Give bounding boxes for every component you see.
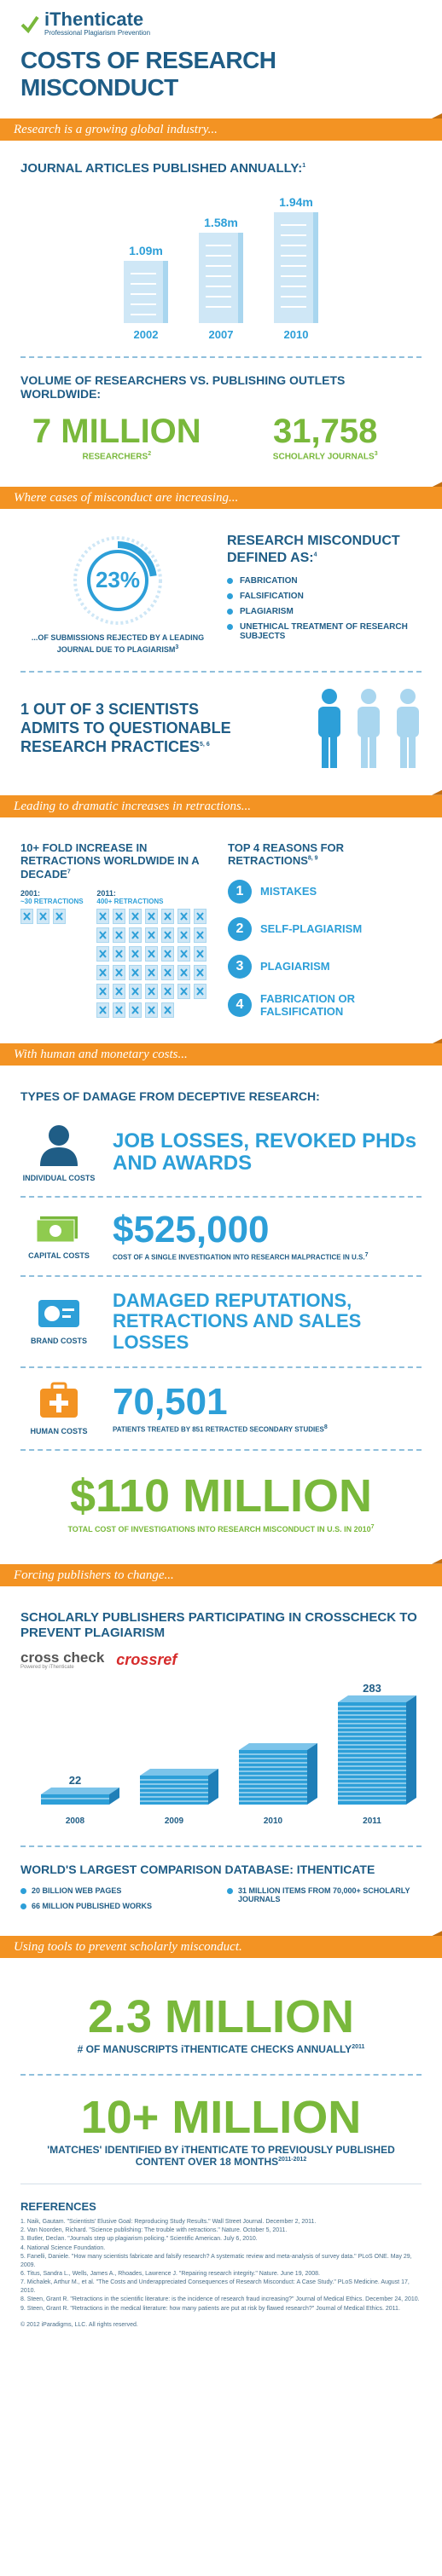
doc-value: 1.09m	[129, 244, 163, 257]
bullet-icon	[227, 624, 233, 630]
reference-item: 7. Michalek, Arthur M., et al. "The Costs and Underappreciated Consequences of Research Misconduct: A Case Study." PLoS Medicine. August 17, 2010.	[20, 2279, 410, 2295]
retraction-doc-icon	[145, 927, 158, 943]
researchers-value: 7 MILLION	[32, 413, 201, 450]
retraction-doc-icon	[129, 946, 142, 962]
total-caption: TOTAL COST OF INVESTIGATIONS INTO RESEARCH MISCONDUCT IN U.S. IN 2010$^7$	[67, 1523, 375, 1533]
retraction-doc-icon	[53, 909, 66, 924]
retraction-doc-icon	[194, 927, 206, 943]
retraction-doc-icon	[96, 1002, 109, 1018]
journal-articles-heading: JOURNAL ARTICLES PUBLISHED ANNUALLY:$^1$	[20, 161, 306, 176]
retraction-doc-icon	[113, 984, 125, 999]
crosscheck-section	[0, 1595, 442, 1846]
retraction-doc-icon	[177, 909, 190, 924]
retraction-doc-icon	[194, 909, 206, 924]
retraction-doc-icon	[161, 984, 174, 999]
crosscheck-logo-sub: Powered by iThenticate	[20, 1665, 74, 1671]
person-icon	[394, 688, 422, 770]
retraction-doc-icon	[161, 1002, 174, 1018]
person-icon	[355, 688, 382, 770]
retractions-year-2011: 2011:	[96, 889, 116, 898]
bullet-icon	[227, 578, 233, 584]
crosscheck-year-label: 2009	[164, 1816, 184, 1827]
manuscripts-caption: # OF MANUSCRIPTS iTHENTICATE CHECKS $ANNUALLY^{2011}$	[77, 2043, 365, 2056]
crosscheck-logo-text: cross check	[20, 1649, 105, 1666]
journals-label: SCHOLARLY JOURNALS$^3$	[272, 451, 378, 462]
reason-label: PLAGIARISM	[260, 960, 330, 973]
human-value: 70,501	[113, 1380, 228, 1423]
crosscheck-chart	[20, 1677, 422, 1830]
retraction-doc-icon	[20, 909, 33, 924]
retraction-doc-icon	[161, 965, 174, 980]
crossref-logo[interactable]: crossref	[116, 1651, 177, 1669]
human-label: HUMAN COSTS	[30, 1426, 88, 1435]
reference-item: 3. Butler, Declan. "Journals step up plagiarism policing." Scientific American. July 6, 2010.	[20, 2236, 258, 2243]
medical-kit-icon	[38, 1382, 79, 1419]
manuscripts-value: 2.3 MILLION	[87, 1991, 355, 2043]
matches-value: 10+ MILLION	[80, 2092, 362, 2144]
crosscheck-year-label: 2011	[363, 1816, 381, 1827]
retraction-doc-icon	[96, 984, 109, 999]
document-icon	[199, 233, 243, 323]
banner-retractions: Leading to dramatic increases in retractions...	[0, 790, 442, 821]
retraction-doc-icon	[129, 965, 142, 980]
matches-caption: 'MATCHES' IDENTIFIED BY iTHENTICATE TO PREVIOUSLY PUBLISHED CONTENT OVER 18 $MONTHS^{2011-2012}$	[47, 2144, 395, 2169]
retraction-doc-icon	[194, 984, 206, 999]
definition-list	[227, 576, 422, 641]
reasons-heading: TOP 4 REASONS FOR RETRACTIONS$^{8, 9}$	[228, 840, 345, 868]
reason-label: SELF-PLAGIARISM	[260, 922, 363, 936]
retractions-section	[0, 826, 442, 1034]
database-item: 66 MILLION PUBLISHED WORKS	[20, 1902, 215, 1910]
doc-2007	[199, 216, 243, 341]
crosscheck-logo[interactable]	[20, 1650, 104, 1670]
banner-publishers: Forcing publishers to change...	[0, 1559, 442, 1590]
misconduct-section	[0, 517, 442, 670]
scientists-section	[0, 673, 442, 785]
retractions-block	[20, 841, 214, 1019]
banner-growing-industry: Research is a growing global industry...	[0, 113, 442, 144]
reason-number: 4	[228, 993, 252, 1017]
list-item: PLAGIARISM	[227, 607, 422, 616]
retraction-doc-icon	[177, 946, 190, 962]
individual-text: JOB LOSSES, REVOKED PHDs AND AWARDS	[113, 1129, 417, 1175]
retraction-doc-icon	[177, 984, 190, 999]
doc-2002	[124, 244, 168, 341]
rejected-caption: ...OF SUBMISSIONS REJECTED BY A LEADING JOURNAL DUE TO PLAGIARISM$^3$	[31, 633, 205, 655]
document-icon	[274, 212, 318, 323]
retraction-doc-icon	[96, 927, 109, 943]
doc-value: 1.94m	[279, 195, 313, 209]
reference-item: 8. Steen, Grant R. "Retractions in the scientific literature: is the incidence of research fraud increasing?" Journal of Medical Ethics. December 24, 2010.	[20, 2296, 420, 2303]
bullet-icon	[20, 1888, 26, 1894]
journal-docs	[20, 188, 422, 341]
brand-text: DAMAGED REPUTATIONS, RETRACTIONS AND SALES LOSSES	[113, 1290, 362, 1353]
crosscheck-bar	[41, 1788, 119, 1805]
header	[0, 0, 442, 108]
retraction-doc-icon	[177, 927, 190, 943]
percent-value: 23%	[95, 567, 141, 593]
retraction-doc-icon	[194, 965, 206, 980]
human-caption: PATIENTS TREATED BY 851 RETRACTED SECONDARY STUDIES$^8$	[113, 1424, 328, 1434]
capital-label: CAPITAL COSTS	[28, 1251, 90, 1261]
definition-heading: RESEARCH MISCONDUCT DEFINED AS:$^4$	[227, 534, 400, 565]
human-costs	[20, 1382, 422, 1435]
retractions-year-2001: 2001:	[20, 889, 41, 898]
logo-check-icon	[20, 14, 39, 33]
rejected-block	[20, 533, 215, 655]
reason-number: 3	[228, 955, 252, 979]
doc-year: 2010	[283, 328, 309, 341]
document-icon	[124, 261, 168, 323]
retraction-doc-icon	[177, 965, 190, 980]
retraction-doc-icon	[161, 927, 174, 943]
page-title: COSTS OF RESEARCH MISCONDUCT	[20, 47, 276, 101]
scientists-text: 1 OUT OF 3 SCIENTISTS ADMITS TO QUESTIONABLE RESEARCH PRACTICES$^{5, 6}$	[20, 701, 231, 755]
reason-number: 2	[228, 917, 252, 941]
retraction-doc-icon	[113, 1002, 125, 1018]
banner-tools: Using tools to prevent scholarly misconduct.	[0, 1931, 442, 1961]
reference-item: 5. Fanelli, Daniele. "How many scientists fabricate and falsify research? A systematic review and meta-analysis of survey data." PLoS ONE. May 29, 2009.	[20, 2253, 412, 2268]
crosscheck-bar	[140, 1769, 218, 1805]
retraction-doc-icon	[113, 946, 125, 962]
retraction-doc-icon	[145, 1002, 158, 1018]
total-value: $110 MILLION	[69, 1470, 373, 1522]
retraction-doc-icon	[113, 909, 125, 924]
volume-section	[0, 358, 442, 477]
crosscheck-year-label: 2010	[263, 1816, 283, 1827]
crosscheck-value-label: 283	[363, 1682, 381, 1695]
money-icon	[37, 1213, 81, 1244]
retraction-doc-icon	[161, 909, 174, 924]
crosscheck-year-label: 2008	[65, 1816, 85, 1827]
damage-heading: TYPES OF DAMAGE FROM DECEPTIVE RESEARCH:	[20, 1089, 320, 1104]
retraction-doc-icon	[129, 927, 142, 943]
individual-label: INDIVIDUAL COSTS	[22, 1174, 96, 1183]
journals-value: 31,758	[273, 413, 378, 450]
tools-section	[0, 1967, 442, 2183]
retraction-doc-icon	[113, 965, 125, 980]
retraction-doc-icon	[161, 946, 174, 962]
logo[interactable]	[20, 10, 422, 37]
retraction-doc-icon	[145, 965, 158, 980]
retraction-doc-icon	[37, 909, 49, 924]
copyright: © 2012 iParadigms, LLC. All rights reserved.	[20, 2321, 138, 2328]
researchers-label: RESEARCHERS$^2$	[82, 451, 152, 462]
reference-item: 4. National Science Foundation.	[20, 2244, 106, 2251]
bullet-icon	[227, 1888, 233, 1894]
brand-card-icon	[37, 1298, 81, 1329]
database-item: 20 BILLION WEB PAGES	[20, 1886, 215, 1895]
reason-item	[228, 917, 422, 941]
list-item: FALSIFICATION	[227, 592, 422, 601]
banner-misconduct-increasing: Where cases of misconduct are increasing...	[0, 482, 442, 512]
database-section	[0, 1847, 442, 1926]
reason-item	[228, 955, 422, 979]
bullet-icon	[20, 1903, 26, 1909]
retraction-doc-icon	[113, 927, 125, 943]
list-item: UNETHICAL TREATMENT OF RESEARCH SUBJECTS	[227, 622, 422, 641]
brand-label: BRAND COSTS	[30, 1336, 87, 1345]
bullet-icon	[227, 609, 233, 615]
references-section	[0, 2185, 442, 2343]
reference-item: 9. Steen, Grant R. "Retractions in the medical literature: how many patients are put at risk by flawed research?" Journal of Medical Ethics. 2011.	[20, 2305, 400, 2312]
person-bust-icon	[37, 1122, 81, 1166]
definition-block	[227, 533, 422, 655]
doc-year: 2007	[208, 328, 234, 341]
brand-costs	[20, 1291, 422, 1353]
retraction-doc-icon	[194, 946, 206, 962]
bullet-icon	[227, 593, 233, 599]
doc-year: 2002	[133, 328, 159, 341]
retraction-doc-icon	[145, 946, 158, 962]
scientist-figures	[316, 688, 422, 770]
volume-heading: VOLUME OF RESEARCHERS VS. PUBLISHING OUTLETS WORLDWIDE:	[20, 373, 346, 401]
retraction-doc-icon	[96, 909, 109, 924]
reason-number: 1	[228, 880, 252, 904]
reference-item: 1. Naik, Gautam. "Scientists' Elusive Goal: Reproducing Study Results." Wall Street Journal. December 2, 2011.	[20, 2219, 317, 2226]
doc-2010	[274, 195, 318, 341]
damage-section	[0, 1074, 442, 1553]
capital-value: $525,000	[113, 1209, 270, 1251]
crosscheck-value-label: 22	[68, 1774, 82, 1788]
journal-articles-section	[0, 149, 442, 356]
individual-costs	[20, 1122, 422, 1182]
references-heading: REFERENCES	[20, 2200, 96, 2214]
reason-item	[228, 880, 422, 904]
retraction-icons-2011	[96, 909, 214, 1018]
retraction-doc-icon	[129, 984, 142, 999]
database-item: 31 MILLION ITEMS FROM 70,000+ SCHOLARLY JOURNALS	[227, 1886, 422, 1910]
reason-label: FABRICATION OR FALSIFICATION	[260, 991, 355, 1018]
retraction-doc-icon	[129, 1002, 142, 1018]
logo-name: iThenticate	[44, 9, 144, 30]
retractions-heading: 10+ FOLD INCREASE IN RETRACTIONS WORLDWIDE IN A DECADE$^7$	[20, 840, 200, 881]
database-heading: WORLD'S LARGEST COMPARISON DATABASE: ITHENTICATE	[20, 1863, 375, 1877]
percent-ring	[70, 533, 166, 628]
reasons-list	[228, 880, 422, 1018]
logo-tagline: Professional Plagiarism Prevention	[44, 29, 151, 37]
doc-value: 1.58m	[204, 216, 238, 229]
retraction-doc-icon	[96, 965, 109, 980]
reference-item: 6. Titus, Sandra L., Wells, James A., Rhoades, Lawrence J. "Repairing research integrity." Nature. June 19, 2008.	[20, 2271, 321, 2278]
crosscheck-bar	[338, 1695, 416, 1805]
crosscheck-heading: SCHOLARLY PUBLISHERS PARTICIPATING IN CROSSCHECK TO PREVENT PLAGIARISM	[20, 1609, 417, 1641]
retraction-icons-2001	[20, 909, 86, 924]
capital-caption: COST OF A SINGLE INVESTIGATION INTO RESEARCH MALPRACTICE IN U.S.$^7$	[113, 1252, 369, 1262]
retractions-label-2011: 400+ RETRACTIONS	[96, 898, 164, 906]
retraction-doc-icon	[145, 984, 158, 999]
reference-item: 2. Van Noorden, Richard. "Science publishing: The trouble with retractions." Nature. October 5, 2011.	[20, 2227, 288, 2234]
reason-label: MISTAKES	[260, 885, 317, 898]
retraction-doc-icon	[129, 909, 142, 924]
capital-costs	[20, 1211, 422, 1262]
retraction-doc-icon	[145, 909, 158, 924]
list-item: FABRICATION	[227, 576, 422, 586]
banner-costs: With human and monetary costs...	[0, 1038, 442, 1069]
retraction-doc-icon	[96, 946, 109, 962]
total-cost	[20, 1464, 422, 1539]
reasons-block	[228, 841, 422, 1019]
crosscheck-bar	[239, 1743, 317, 1805]
references-list	[20, 2218, 422, 2313]
reason-item	[228, 992, 422, 1018]
retractions-label-2001: ~30 RETRACTIONS	[20, 898, 84, 906]
person-icon	[316, 688, 343, 770]
